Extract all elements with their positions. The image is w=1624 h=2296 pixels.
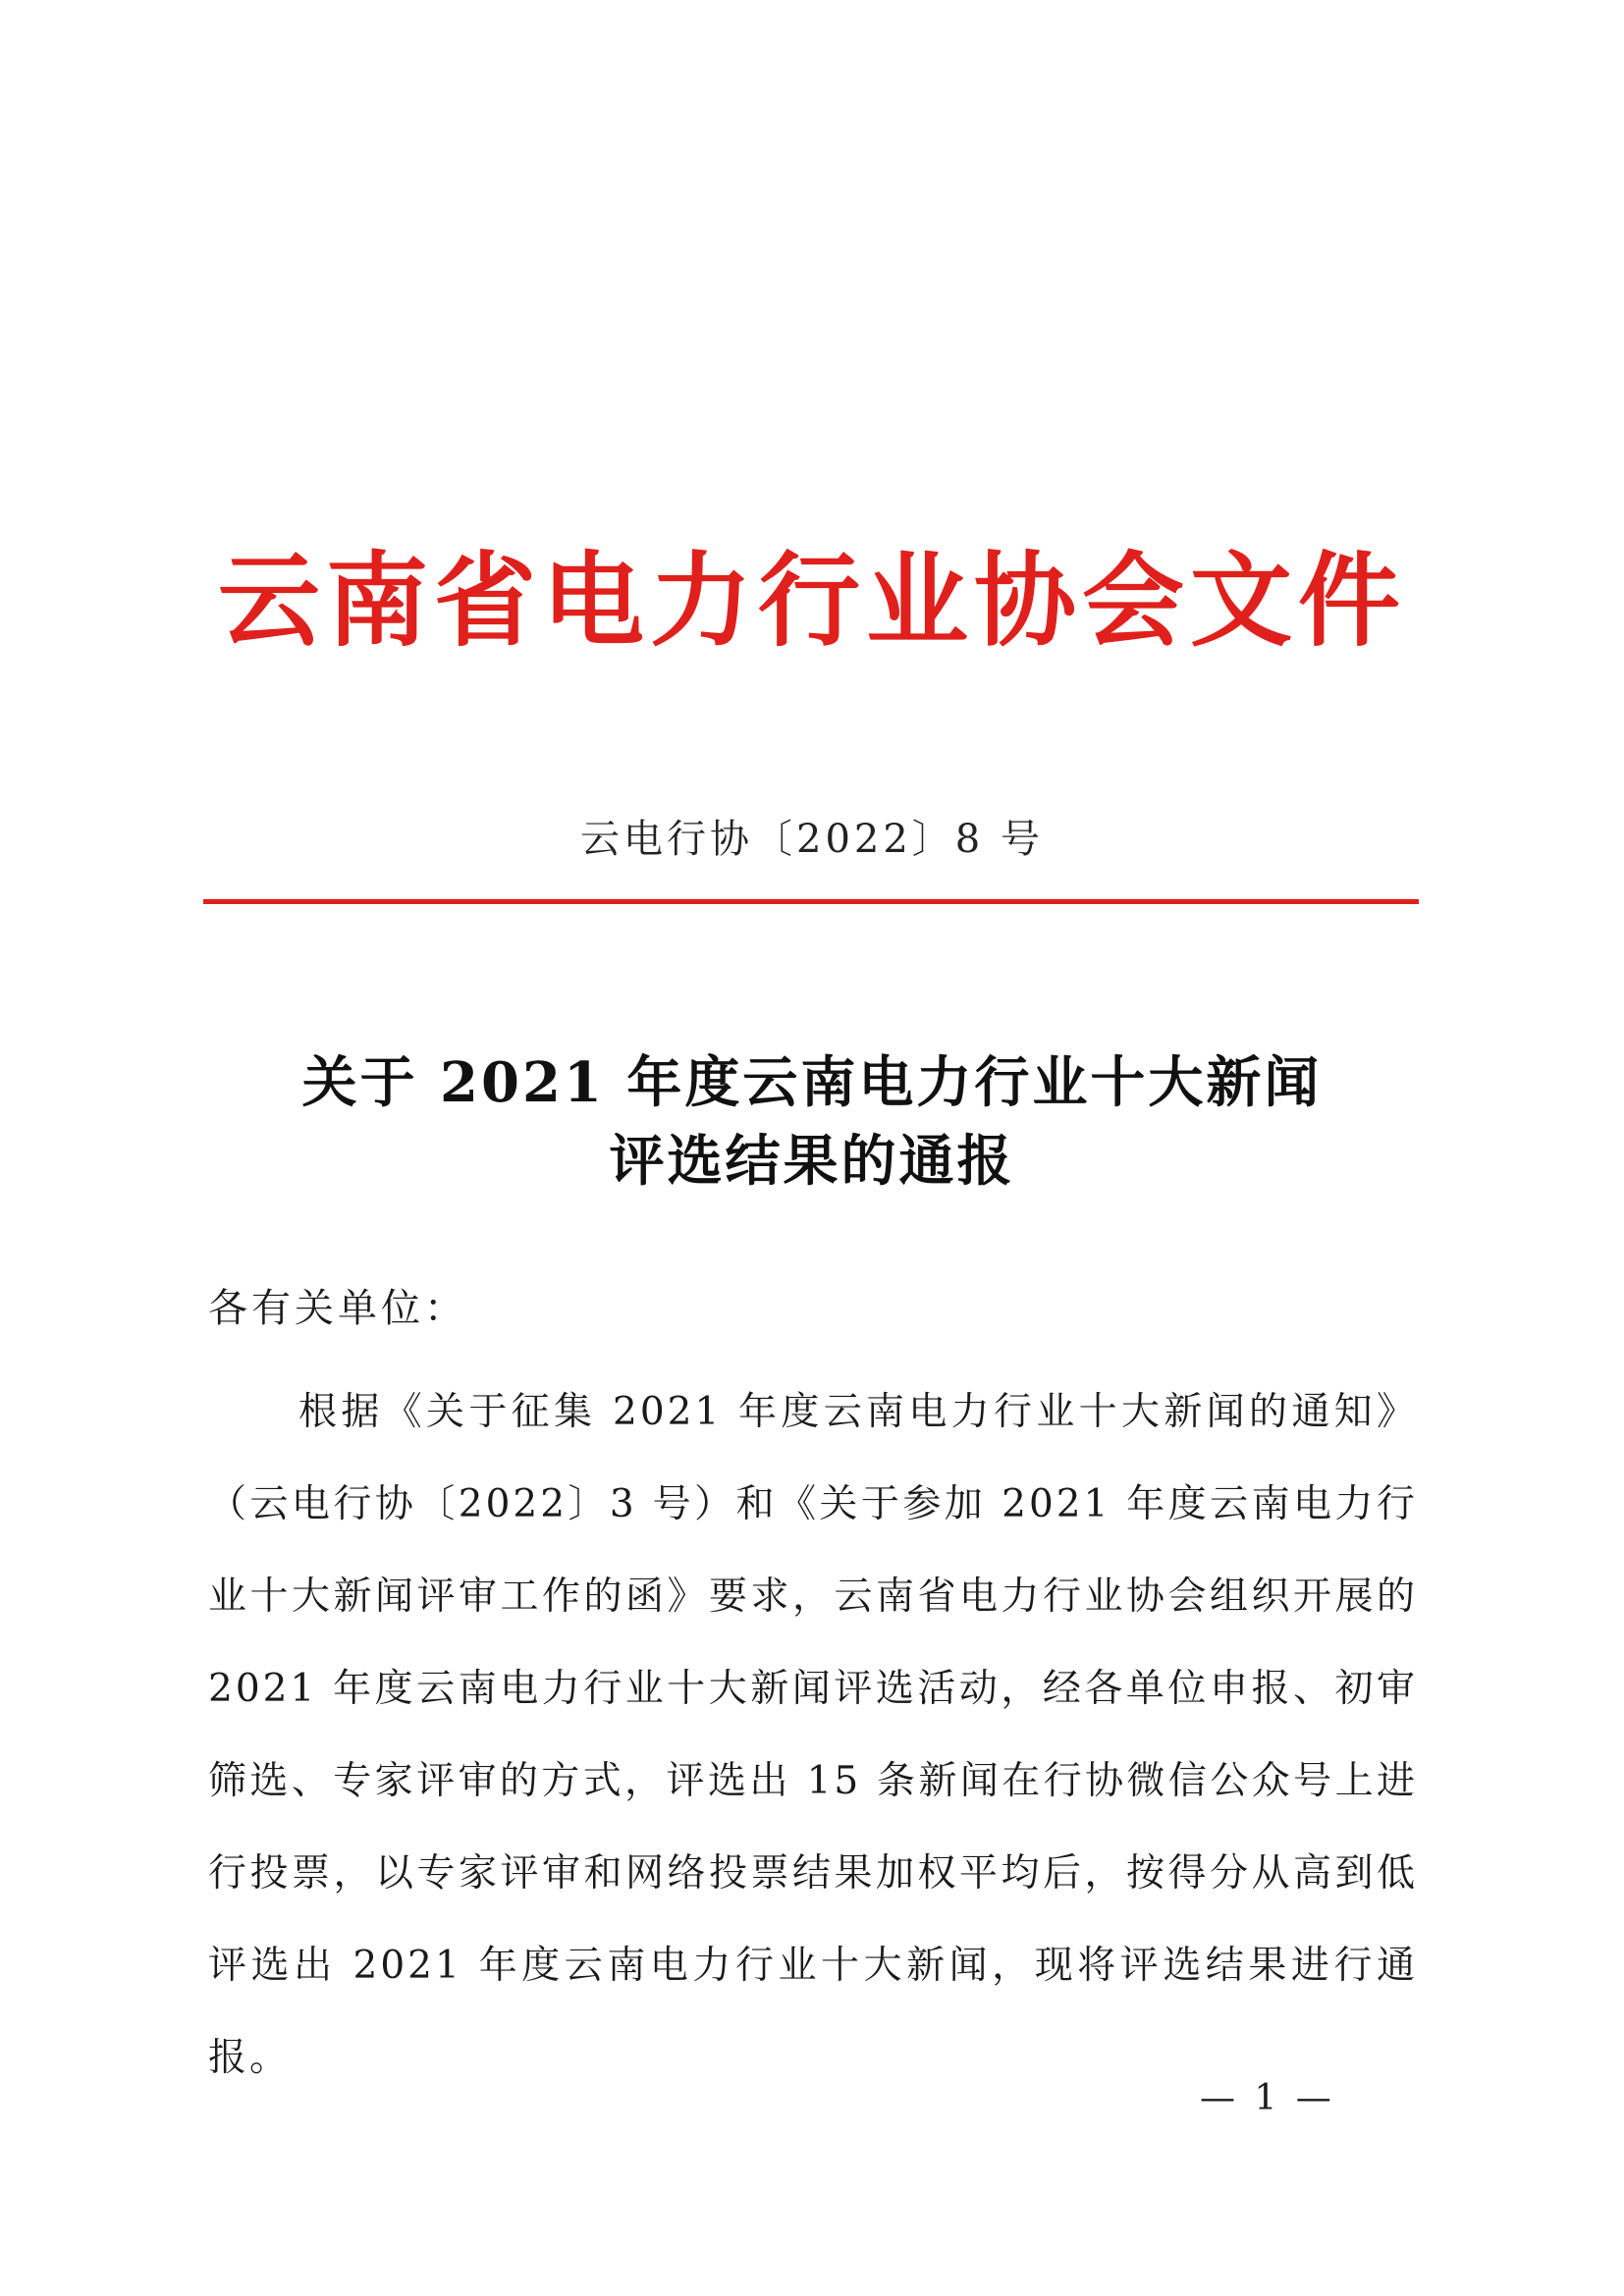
- document-number: 云电行协〔2022〕8 号: [580, 817, 1044, 862]
- salutation: 各有关单位：: [208, 1286, 467, 1331]
- document-title-line-1: 关于 2021 年度云南电力行业十大新闻: [301, 1050, 1323, 1115]
- page-number: — 1 —: [1200, 2078, 1335, 2118]
- body-paragraph: 根据《关于征集 2021 年度云南电力行业十大新闻的通知》（云电行协〔2022〕3 号）和《关于参加 2021 年度云南电力行业十大新闻评审工作的函》要求，云南省电力行业协会组织开展的 2021 年度云南电力行业十大新闻评选活动，经各单位申报、初审筛选、专家评审的方式，评选出 15 条新闻在行协微信公众号上进行投票，以专家评审和网络投票结果加权平均后，按得分从高到低评选出 2021 年度云南电力行业十大新闻，现将评选结果进行通报。: [208, 1390, 1418, 2080]
- document-title-line-2: 评选结果的通报: [609, 1129, 1015, 1194]
- masthead-title: 云南省电力行业协会文件: [217, 541, 1406, 661]
- red-divider: [203, 899, 1419, 904]
